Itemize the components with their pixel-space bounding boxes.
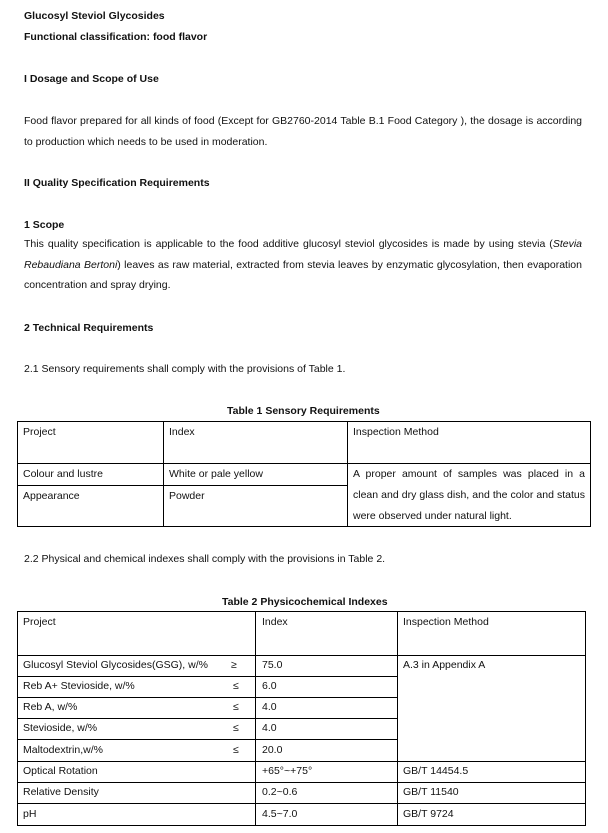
table1-row1-project: Colour and lustre (23, 468, 103, 480)
dosage-paragraph: Food flavor prepared for all kinds of food (Except for GB2760-2014 Table B.1 Food Category ), the dosage is according to production which needs to be used in moderation. (24, 115, 582, 148)
table2-row-operator: ≤ (233, 722, 239, 734)
tech-requirements-heading: 2 Technical Requirements (24, 322, 154, 334)
table2-row-project: pH (23, 808, 37, 820)
table2-row-operator: ≥ (231, 659, 237, 671)
table2-row-index: 20.0 (262, 744, 283, 756)
table2-row-operator: ≤ (233, 701, 239, 713)
section-heading-dosage: I Dosage and Scope of Use (24, 73, 159, 85)
table2-row-method: GB/T 9724 (403, 808, 454, 820)
table2-row-index: 0.2~0.6 (262, 786, 298, 798)
table2-row-index: +65°~+75° (262, 765, 313, 777)
table1-header-method: Inspection Method (353, 426, 439, 438)
table2-header-divider (17, 655, 586, 656)
scope-text-italic: Stevia Rebaudiana Bertoni (24, 238, 582, 271)
table2-row-divider (17, 803, 586, 804)
table2-row-project: Reb A, w/% (23, 701, 78, 713)
sensory-intro: 2.1 Sensory requirements shall comply with the provisions of Table 1. (24, 363, 346, 375)
table2-border-bottom (17, 825, 586, 826)
table2-row-index: 4.0 (262, 722, 277, 734)
table1-caption: Table 1 Sensory Requirements (227, 405, 380, 417)
scope-text-a: This quality specification is applicable to the food additive glucosyl steviol glycosides is made by using stevia ( (24, 238, 553, 250)
section-heading-quality: II Quality Specification Requirements (24, 177, 210, 189)
scope-heading: 1 Scope (24, 219, 65, 231)
table2-row-index: 4.0 (262, 701, 277, 713)
table1-row2-project: Appearance (23, 490, 80, 502)
table1-header-project: Project (23, 426, 56, 438)
table1-method-text: A proper amount of samples was placed in a clean and dry glass dish, and the color and status were observed under natural light. (353, 468, 585, 522)
table2-row-index: 4.5~7.0 (262, 808, 298, 820)
document-title: Glucosyl Steviol Glycosides (24, 10, 165, 22)
table2-row-operator: ≤ (233, 744, 239, 756)
table2-row-divider (17, 761, 586, 762)
table2-row-method: GB/T 11540 (403, 786, 459, 798)
table2-row-operator: ≤ (233, 680, 239, 692)
table1-row2-index: Powder (169, 490, 205, 502)
table1-col-divider-1 (163, 421, 164, 527)
table2-row-project: Stevioside, w/% (23, 722, 98, 734)
scope-paragraph (24, 234, 582, 296)
table2-col-divider-2 (397, 611, 398, 826)
table2-row-project: Glucosyl Steviol Glycosides(GSG), w/% (23, 659, 208, 671)
table2-caption: Table 2 Physicochemical Indexes (222, 596, 388, 608)
table2-row-method: GB/T 14454.5 (403, 765, 469, 777)
table1-border-left (17, 421, 18, 527)
table2-border-top (17, 611, 586, 612)
table1-border-top (17, 421, 591, 422)
table2-row-method: A.3 in Appendix A (403, 659, 486, 671)
table1-row1-index: White or pale yellow (169, 468, 263, 480)
table1-col-divider-2 (347, 421, 348, 527)
table2-row-project: Maltodextrin,w/% (23, 744, 103, 756)
table2-row-divider (17, 676, 398, 677)
table2-row-divider (17, 697, 398, 698)
table2-row-index: 75.0 (262, 659, 283, 671)
table2-row-divider (17, 718, 398, 719)
functional-classification: Functional classification: food flavor (24, 31, 208, 43)
table2-header-index: Index (262, 616, 288, 628)
table2-header-method: Inspection Method (403, 616, 489, 628)
table2-row-project: Reb A+ Stevioside, w/% (23, 680, 135, 692)
scope-text-b: ) leaves as raw material, extracted from stevia leaves by enzymatic glycosylation, then evaporation concentration and spray drying. (24, 258, 582, 291)
table2-border-right (585, 611, 586, 826)
table2-row-project: Relative Density (23, 786, 99, 798)
table1-border-right (590, 421, 591, 527)
table2-header-project: Project (23, 616, 56, 628)
table2-col-divider-1 (255, 611, 256, 826)
table1-header-index: Index (169, 426, 195, 438)
table2-row-divider (17, 782, 586, 783)
table2-row-index: 6.0 (262, 680, 277, 692)
table2-row-divider (17, 739, 398, 740)
physchem-intro: 2.2 Physical and chemical indexes shall comply with the provisions in Table 2. (24, 553, 386, 565)
table1-row-divider (17, 485, 348, 486)
table2-border-left (17, 611, 18, 826)
table2-row-project: Optical Rotation (23, 765, 98, 777)
